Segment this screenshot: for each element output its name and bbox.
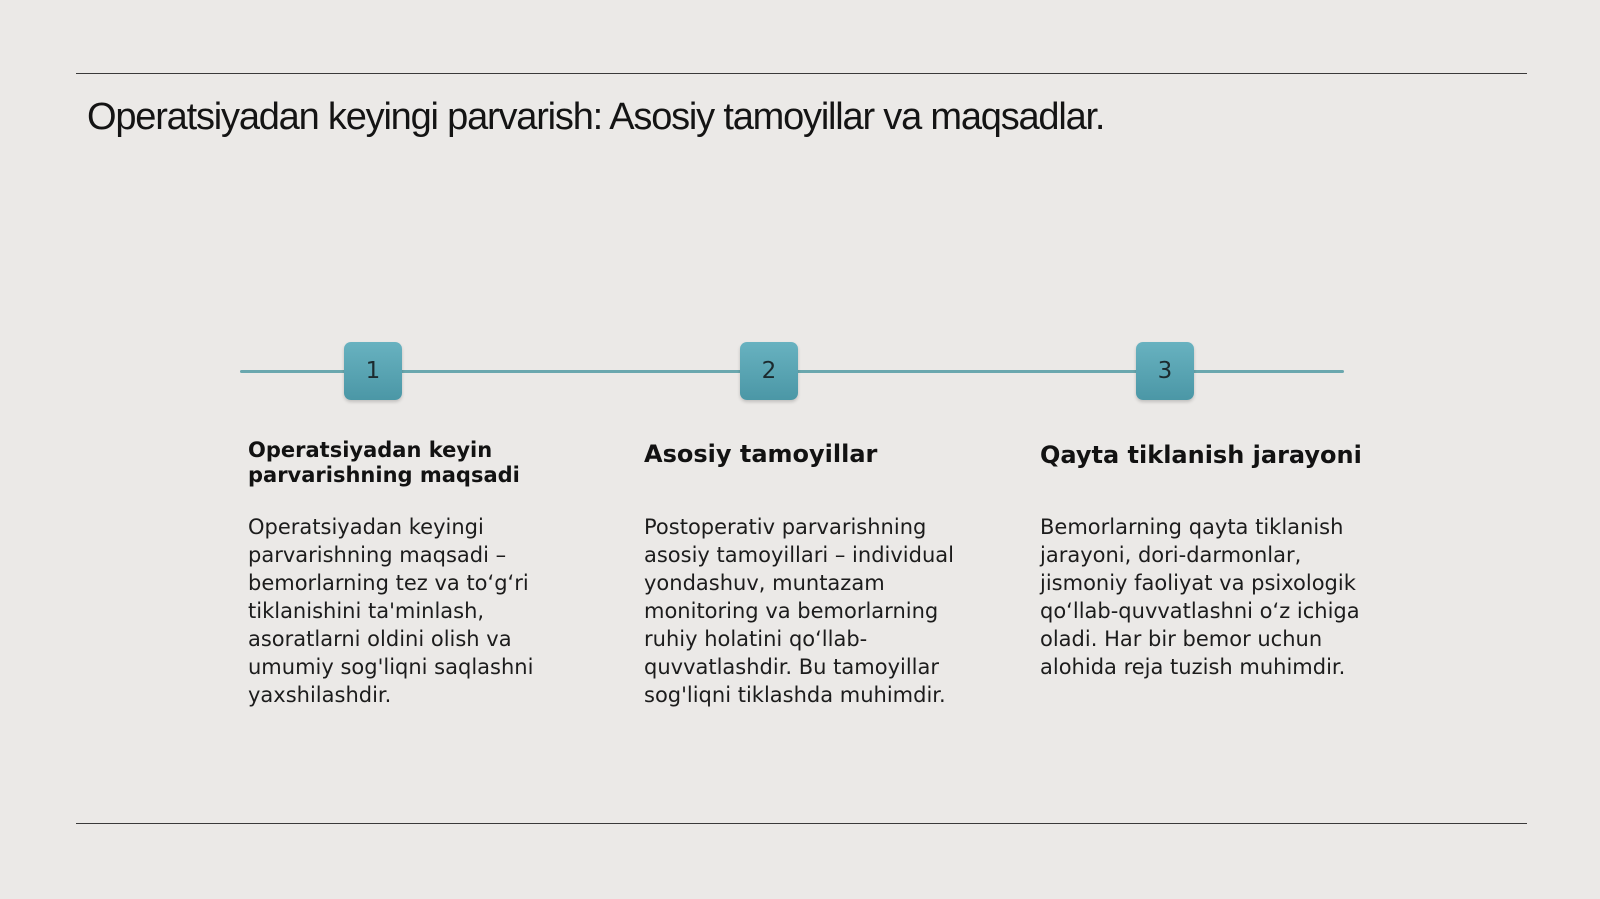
step-1 bbox=[248, 438, 588, 707]
step-3-heading: Qayta tiklanish jarayoni bbox=[1040, 441, 1362, 469]
step-2-badge: 2 bbox=[740, 342, 798, 400]
step-1-badge: 1 bbox=[344, 342, 402, 400]
slide-title: Operatsiyadan keyingi parvarish: Asosiy tamoyillar va maqsadlar. bbox=[87, 96, 1105, 138]
step-1-heading: Operatsiyadan keyin parvarishning maqsadi bbox=[248, 438, 520, 488]
step-2 bbox=[644, 438, 984, 707]
step-3-badge: 3 bbox=[1136, 342, 1194, 400]
step-1-text: Operatsiyadan keyingi parvarishning maqsadi – bemorlarning tez va to‘g‘ri tiklanishini ta'minlash, asoratlarni oldini olish va umumiy sog'liqni saqlashni yaxshilashdir. bbox=[248, 515, 534, 707]
bottom-divider bbox=[76, 823, 1527, 824]
step-3-text: Bemorlarning qayta tiklanish jarayoni, dori-darmonlar, jismoniy faoliyat va psixologik qo‘llab-quvvatlashni o‘z ichiga oladi. Har bir bemor uchun alohida reja tuzish muhimdir. bbox=[1040, 515, 1360, 679]
top-divider bbox=[76, 73, 1527, 74]
step-3 bbox=[1040, 438, 1380, 679]
step-2-heading: Asosiy tamoyillar bbox=[644, 440, 878, 468]
step-2-text: Postoperativ parvarishning asosiy tamoyillari – individual yondashuv, muntazam monitoring va bemorlarning ruhiy holatini qo‘llab-quvvatlashdir. Bu tamoyillar sog'liqni tiklashda muhimdir. bbox=[644, 515, 954, 707]
